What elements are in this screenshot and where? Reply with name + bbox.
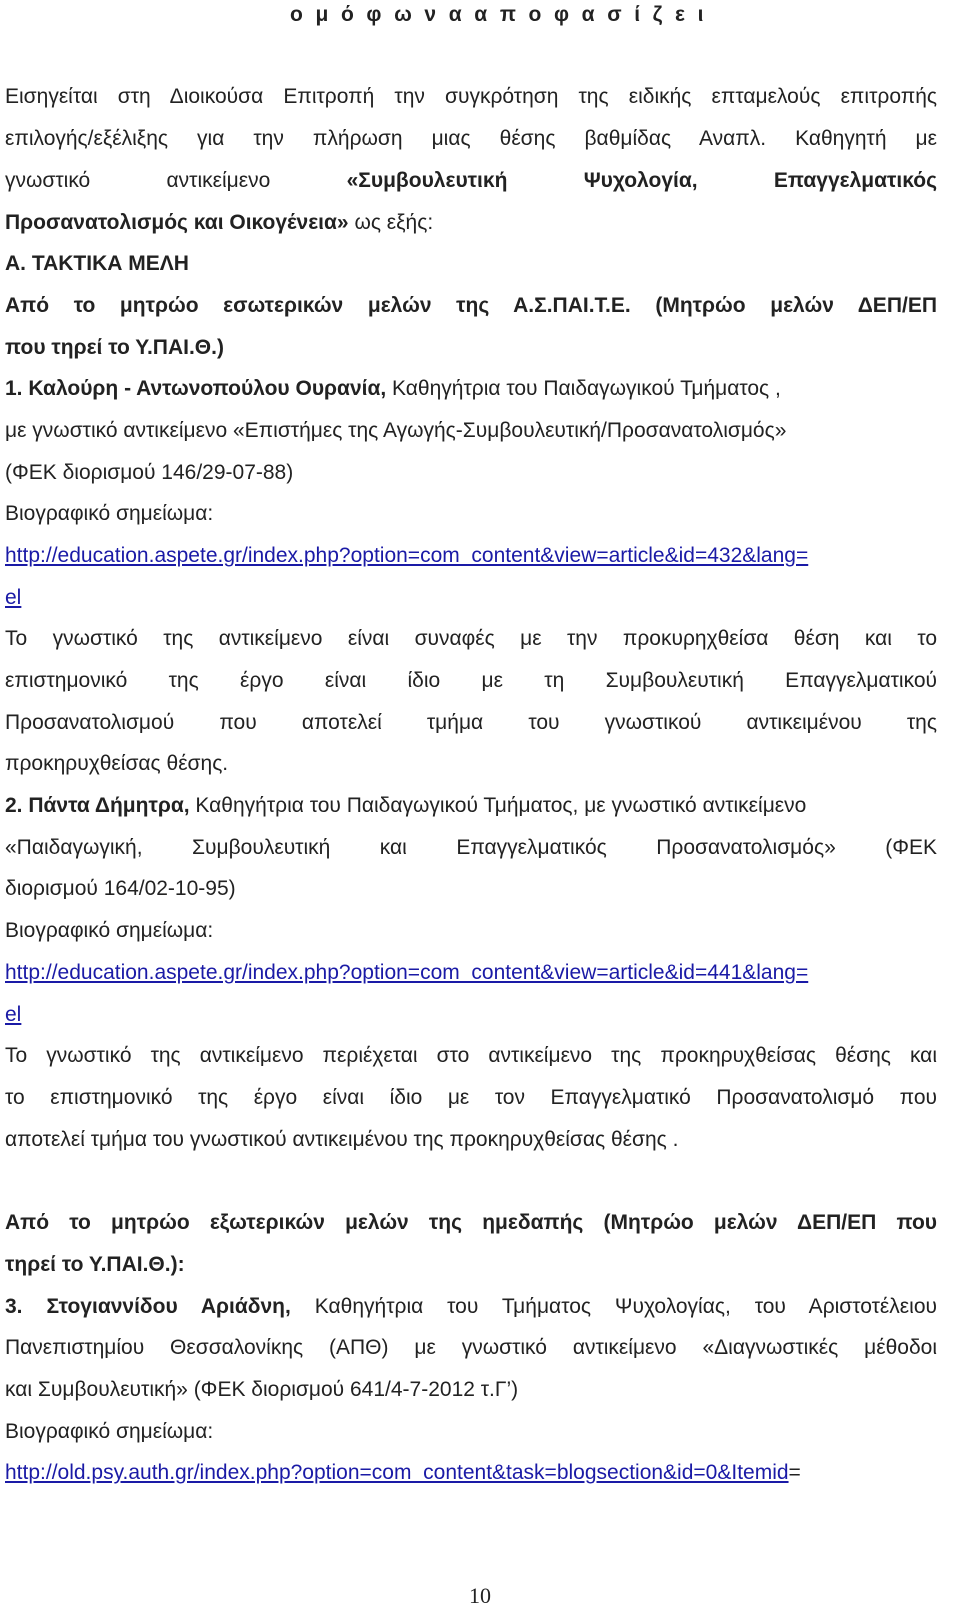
intro-line-2: επιλογής/εξέλιξης για την πλήρωση μιας θέσης βαθμίδας Αναπλ. Καθηγητή με	[5, 127, 937, 150]
external-registry-heading-2: τηρεί το Υ.ΠΑΙ.Θ.):	[5, 1253, 185, 1276]
member-3-line-3: και Συμβουλευτική» (ΦΕΚ διορισμού 641/4-7-2012 τ.Γ’)	[5, 1378, 519, 1401]
member-1-cv-link[interactable]: http://education.aspete.gr/index.php?option=com_content&view=article&id=432&lang=	[5, 544, 809, 567]
intro-line-1: Εισηγείται στη Διοικούσα Επιτροπή την συγκρότηση της ειδικής επταμελούς επιτροπής	[5, 85, 937, 108]
member-1-note-line-4: προκηρυχθείσας θέσης.	[5, 752, 229, 775]
member-2-cv-link-cont[interactable]: el	[5, 1003, 22, 1026]
member-1-position: Καθηγήτρια του Παιδαγωγικού Τμήματος ,	[386, 377, 781, 400]
member-1-line-3: (ΦΕΚ διορισμού 146/29-07-88)	[5, 461, 294, 484]
external-registry-heading-1: Από το μητρώο εξωτερικών μελών της ημεδαπής (Μητρώο μελών ΔΕΠ/ΕΠ που	[5, 1211, 937, 1234]
member-3-cv-link-tail: =	[788, 1461, 801, 1484]
member-1-note-line-1: Το γνωστικό της αντικείμενο είναι συναφές με την προκυρηχθείσα θέση και το	[5, 627, 937, 650]
page-heading: ο μ ό φ ω ν α α π ο φ α σ ί ζ ε ι	[290, 3, 707, 26]
member-1-note-line-2: επιστημονικό της έργο είναι ίδιο με τη Συμβουλευτική Επαγγελματικού	[5, 669, 937, 692]
internal-registry-heading-2: που τηρεί το Υ.ΠΑΙ.Θ.)	[5, 336, 224, 359]
intro-line-4-text: ως εξής:	[348, 211, 434, 234]
member-1-name: 1. Καλούρη - Αντωνοπούλου Ουρανία,	[5, 377, 387, 400]
internal-registry-heading-1: Από το μητρώο εσωτερικών μελών της Α.Σ.ΠΑΙ.Τ.Ε. (Μητρώο μελών ΔΕΠ/ΕΠ	[5, 294, 937, 317]
member-2-cv-label: Βιογραφικό σημείωμα:	[5, 919, 214, 942]
member-2-note-line-2: το επιστημονικό της έργο είναι ίδιο με τον Επαγγελματικό Προσανατολισμό που	[5, 1086, 937, 1109]
member-3-cv-link[interactable]: http://old.psy.auth.gr/index.php?option=com_content&task=blogsection&id=0&Itemid	[5, 1461, 789, 1484]
member-1-note-line-3: Προσανατολισμού που αποτελεί τμήμα του γνωστικού αντικειμένου της	[5, 711, 937, 734]
member-2-cv-link-line-1	[5, 960, 937, 986]
member-3-position: Καθηγήτρια του Τμήματος Ψυχολογίας, του Αριστοτέλειου	[290, 1295, 937, 1318]
member-2-note-line-1: Το γνωστικό της αντικείμενο περιέχεται στο αντικείμενο της προκηρυχθείσας θέσης και	[5, 1044, 937, 1067]
intro-line-3-text: γνωστικό αντικείμενο	[5, 169, 347, 192]
intro-line-4	[5, 210, 937, 236]
member-1-line-2: με γνωστικό αντικείμενο «Επιστήμες της Αγωγής-Συμβουλευτική/Προσανατολισμός»	[5, 419, 787, 442]
member-1-line-1	[5, 376, 937, 402]
member-2-position: Καθηγήτρια του Παιδαγωγικού Τμήματος, με γνωστικό αντικείμενο	[189, 794, 807, 817]
intro-line-3	[5, 168, 937, 194]
member-3-cv-link-line	[5, 1460, 937, 1486]
section-a-heading: Α. ΤΑΚΤΙΚΑ ΜΕΛΗ	[5, 252, 189, 275]
page-number: 10	[469, 1583, 491, 1608]
member-2-line-1	[5, 793, 937, 819]
member-3-line-2: Πανεπιστημίου Θεσσαλονίκης (ΑΠΘ) με γνωστικό αντικείμενο «Διαγνωστικές μέθοδοι	[5, 1336, 937, 1359]
member-2-line-2: «Παιδαγωγική, Συμβουλευτική και Επαγγελματικός Προσανατολισμός» (ΦΕΚ	[5, 836, 937, 859]
member-3-cv-label: Βιογραφικό σημείωμα:	[5, 1420, 214, 1443]
member-1-cv-link-line-2	[5, 585, 937, 611]
member-3-line-1	[5, 1294, 937, 1320]
member-2-note-line-3: αποτελεί τμήμα του γνωστικού αντικειμένου της προκηρυχθείσας θέσης .	[5, 1128, 679, 1151]
member-1-cv-link-cont[interactable]: el	[5, 586, 22, 609]
member-1-cv-link-line-1	[5, 543, 937, 569]
member-2-line-3: διορισμού 164/02-10-95)	[5, 877, 236, 900]
member-2-cv-link-line-2	[5, 1002, 937, 1028]
member-3-name: 3. Στογιαννίδου Αριάδνη,	[5, 1295, 291, 1318]
specialty-title-part1: «Συμβουλευτική Ψυχολογία, Επαγγελματικός	[346, 169, 937, 192]
member-2-name: 2. Πάντα Δήμητρα,	[5, 794, 190, 817]
member-1-cv-label: Βιογραφικό σημείωμα:	[5, 502, 214, 525]
member-2-cv-link[interactable]: http://education.aspete.gr/index.php?option=com_content&view=article&id=441&lang=	[5, 961, 809, 984]
specialty-title-part2: Προσανατολισμός και Οικογένεια»	[5, 211, 349, 234]
